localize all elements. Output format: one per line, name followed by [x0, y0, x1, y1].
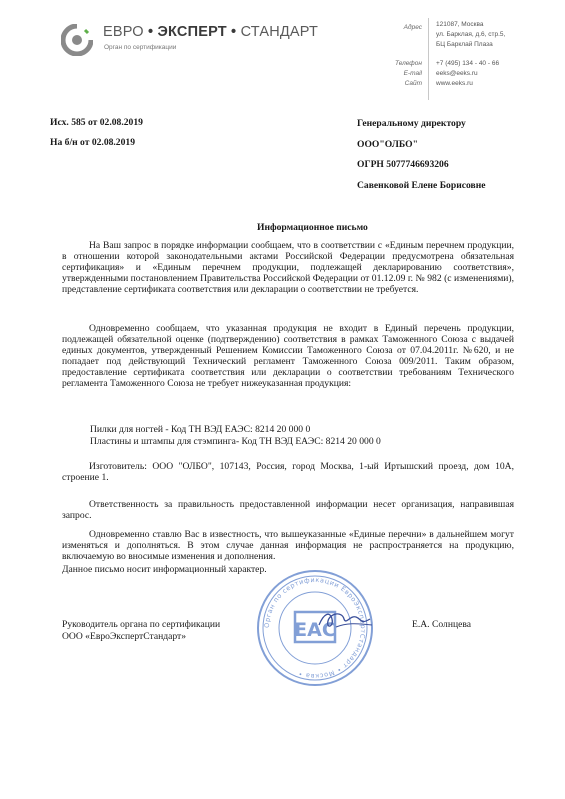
site-label: Сайт: [404, 80, 422, 87]
outgoing-ref: Исх. 585 от 02.08.2019: [50, 117, 143, 128]
letter-title: Информационное письмо: [257, 222, 368, 233]
product-line-2: Пластины и штампы для стэмпинга- Код ТН ВЭД ЕАЭС: 8214 20 000 0: [90, 436, 381, 447]
email-value[interactable]: eeks@eeks.ru: [436, 70, 478, 77]
address-label: Адрес: [403, 24, 422, 31]
brand-name: ЕВРО • ЭКСПЕРТ • СТАНДАРТ: [103, 24, 319, 40]
signatory-org: ООО «ЕвроЭкспертСтандарт»: [62, 631, 187, 642]
recipient-company: ООО"ОЛБО": [357, 139, 418, 150]
stamp-ring-text: Орган по сертификации ЕвроЭкспертСтандарт • Москва •: [262, 575, 368, 681]
paragraph-1: На Ваш запрос в порядке информации сообщаем, что в соответствии с «Единым перечнем продукции, в отношении которой законодательными актами Российской Федерации предусмотрена обязательная сертификация» и «Единым перечнем продукции, подлежащей декларированию соответствия», утвержденными постановлением Правительства Российской Федерации от 01.12.09 г. № 982 (с изменениями), представление сертификата соответствия или декларации о соответствии не требуется.: [62, 240, 514, 295]
stamp-center-text: ЕАС: [294, 619, 336, 641]
address-line-3: БЦ Барклай Плаза: [436, 41, 493, 48]
paragraph-4: Одновременно ставлю Вас в известность, что вышеуказанные «Единые перечни» в дальнейшем могут изменяться и дополняться. В этом случае данная информация не распространяется на продукцию, включаемую во вносимые изменения и дополнения.: [62, 529, 514, 562]
company-logo-icon: [61, 24, 93, 56]
paragraph-2: Одновременно сообщаем, что указанная продукция не входит в Единый перечень продукции, подлежащей обязательной оценке (подтверждению) соответствия в рамках Таможенного Союза с выдачей единых документов, утвержденный Решением Комиссии Таможенного Союза от 07.04.2011г. №620, и не попадает под действующий Технический регламент Таможенного Союза 009/2011. Таким образом, предоставление сертификата соответствия или декларации о соответствии требованиям Технического регламента Таможенного Союза не требует нижеуказанная продукция:: [62, 323, 514, 389]
paragraph-3: Ответственность за правильность предоставленной информации несет организация, направившая запрос.: [62, 499, 514, 521]
phone-value: +7 (495) 134 - 40 - 66: [436, 60, 500, 67]
email-label: E-mail: [403, 70, 422, 77]
address-line-2: ул. Барклая, д.6, стр.5,: [436, 31, 506, 38]
signatory-role: Руководитель органа по сертификации: [62, 619, 221, 630]
signatory-name: Е.А. Солнцева: [412, 619, 472, 630]
reply-ref: На б/н от 02.08.2019: [50, 137, 135, 148]
phone-label: Телефон: [394, 60, 422, 67]
handwritten-signature-icon: [316, 605, 374, 633]
brand-subtitle: Орган по сертификации: [104, 44, 177, 51]
site-value[interactable]: www.eeks.ru: [436, 80, 473, 87]
recipient-name: Савенковой Елене Борисовне: [357, 180, 486, 191]
product-line-1: Пилки для ногтей - Код ТН ВЭД ЕАЭС: 8214 20 000 0: [90, 424, 311, 435]
manufacturer-text: Изготовитель: ООО "ОЛБО", 107143, Россия, город Москва, 1-ый Иртышский проезд, дом 10А, строение 1.: [62, 461, 514, 483]
header-divider: [428, 18, 429, 100]
paragraph-5: Данное письмо носит информационный характер.: [62, 564, 267, 575]
recipient-position: Генеральному директору: [357, 118, 466, 129]
address-line-1: 121087, Москва: [436, 21, 484, 28]
recipient-ogrn: ОГРН 5077746693206: [357, 159, 449, 170]
